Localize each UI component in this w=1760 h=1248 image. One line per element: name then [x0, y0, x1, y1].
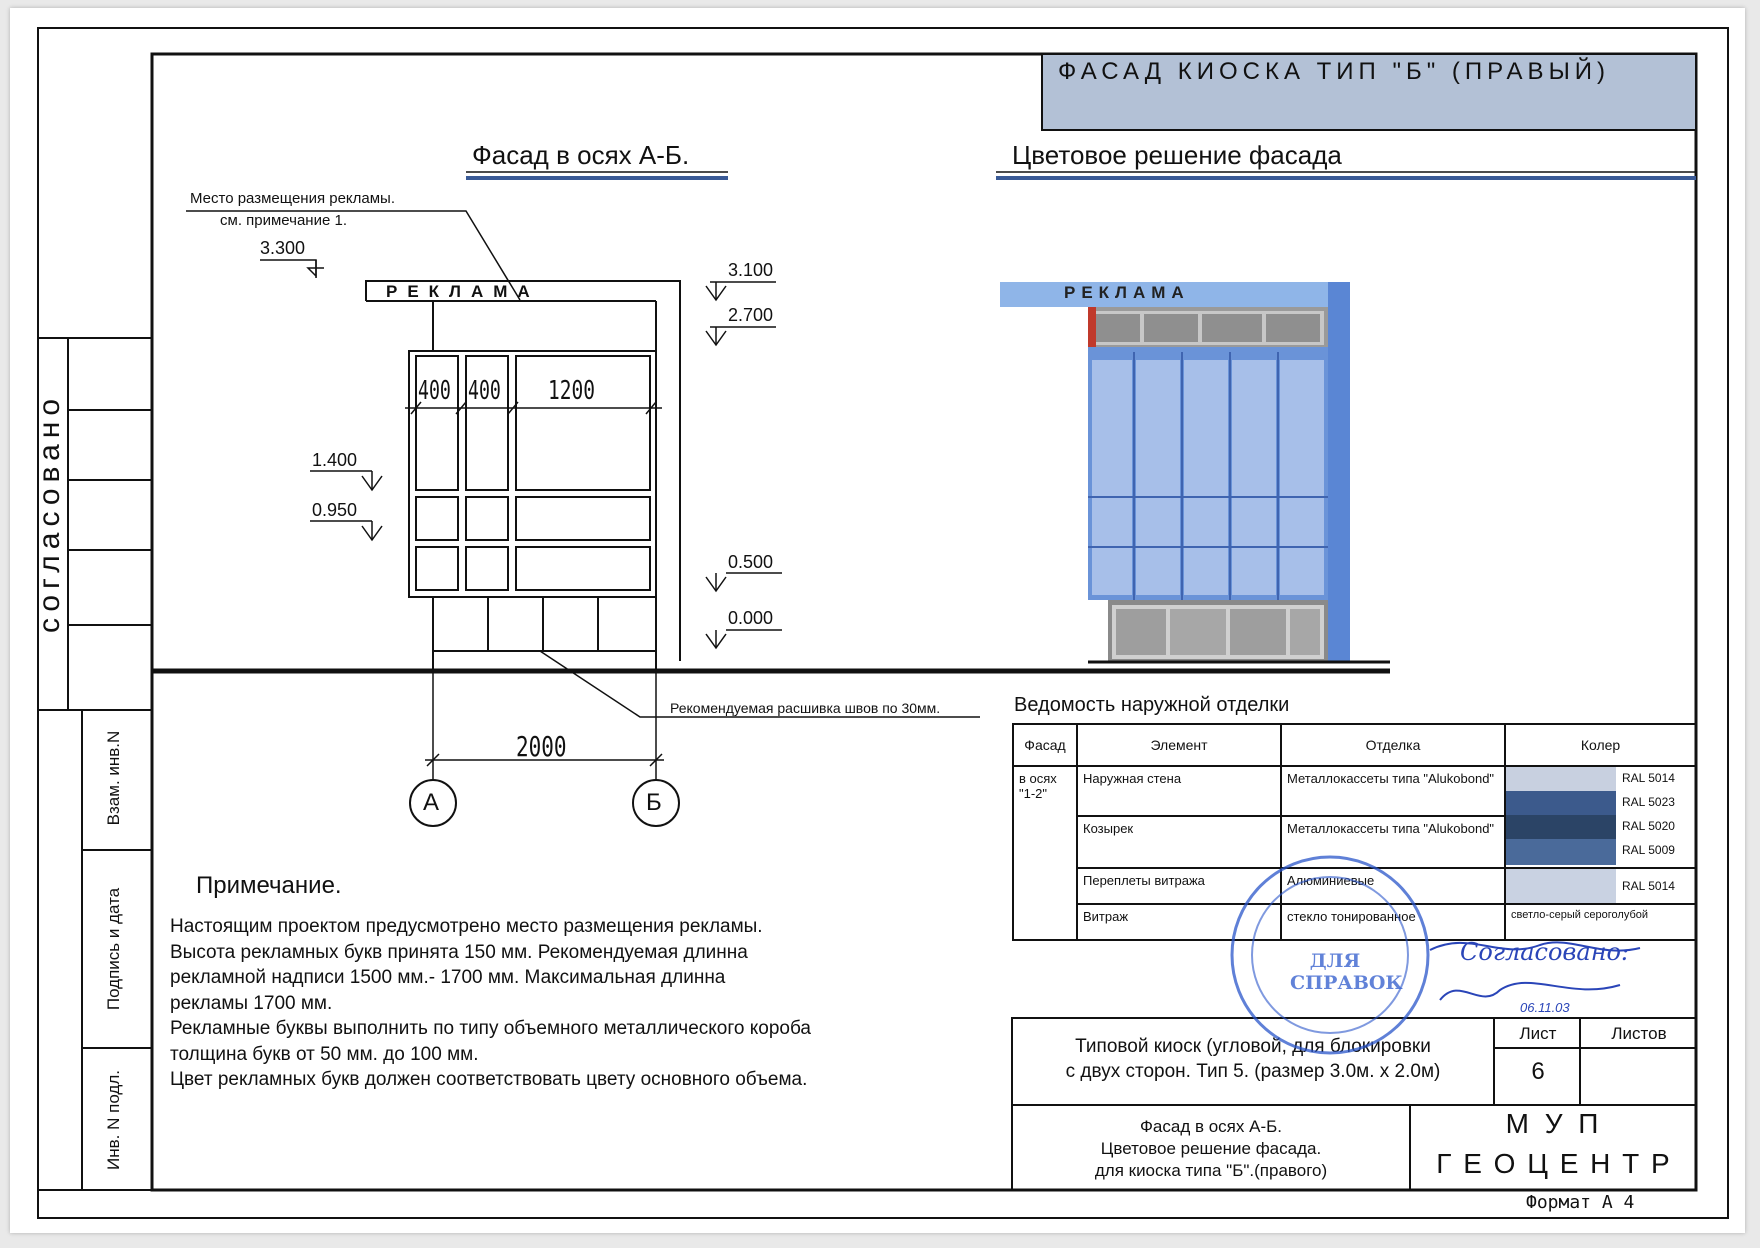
table-row: стекло тонированное: [1281, 904, 1505, 940]
table-row: Наружная стена: [1077, 766, 1281, 816]
stamp-label-replacement: Взам. инв.N: [104, 730, 123, 826]
col-element: Элемент: [1077, 724, 1281, 766]
note-line: рекламной надписи 1500 мм.- 1700 мм. Максимальная длинна: [170, 967, 726, 988]
table-row: Витраж: [1077, 904, 1281, 940]
project-name: [1014, 1034, 1492, 1084]
sheet-label: Лист: [1519, 1024, 1557, 1043]
note-line: Рекламные буквы выполнить по типу объемного металлического короба: [170, 1018, 811, 1039]
dim-1200: 1200: [548, 376, 595, 406]
color-facade-title: Цветовое решение фасада: [1012, 140, 1342, 170]
org-name-1: М У П: [1505, 1108, 1603, 1139]
ral-0: RAL 5014: [1622, 771, 1675, 785]
note-line: рекламы 1700 мм.: [170, 992, 333, 1014]
joint-note: Рекомендуемая расшивка швов по 30мм.: [670, 700, 941, 716]
table-row: Козырек: [1077, 816, 1281, 868]
swatch-3: [1506, 839, 1616, 865]
ral-1: RAL 5023: [1622, 795, 1675, 809]
level-0500: 0.500: [728, 552, 774, 572]
ral-3: RAL 5009: [1622, 843, 1675, 857]
glass-color: светло-серый сероголубой: [1505, 904, 1696, 940]
signature-date: 06.11.03: [1520, 1000, 1570, 1015]
ral-4: RAL 5014: [1622, 879, 1675, 893]
swatch-cell-frame: [1505, 868, 1696, 904]
swatch-2: [1506, 815, 1616, 839]
sheets-label: Листов: [1611, 1024, 1667, 1043]
level-0950: 0.950: [312, 500, 358, 520]
stamp-center: ДЛЯ СПРАВОК: [1290, 950, 1403, 994]
note-line: Цвет рекламных букв должен соответствовать цвету основного объема.: [170, 1069, 808, 1090]
table-row: Алюминиевые: [1281, 868, 1505, 904]
table-row: Металлокассеты типа "Alukobond": [1281, 816, 1505, 868]
note-line: толщина букв от 50 мм. до 100 мм.: [170, 1043, 479, 1065]
finish-table-title: Ведомость наружной отделки: [1014, 694, 1290, 716]
stamp-label-signature: Подпись и дата: [104, 887, 123, 1011]
level-3300: 3.300: [260, 238, 306, 258]
ad-callout-line1: Место размещения рекламы.: [190, 190, 396, 207]
desc-line2: Цветовое решение фасада.: [1100, 1139, 1322, 1158]
notes-body: [170, 914, 811, 1093]
project-line2: с двух сторон. Тип 5. (размер 3.0м. х 2.0м): [1065, 1061, 1441, 1082]
swatch-0: [1506, 767, 1616, 791]
org-name-2: Г Е О Ц Е Н Т Р: [1436, 1148, 1672, 1179]
desc-line1: Фасад в осях А-Б.: [1140, 1117, 1282, 1136]
note-line: Настоящим проектом предусмотрено место размещения рекламы.: [170, 916, 763, 937]
sheet-number: 6: [1531, 1058, 1545, 1085]
ad-text: РЕКЛАМА: [386, 282, 540, 301]
notes-heading: Примечание.: [196, 872, 342, 899]
swatch-1: [1506, 791, 1616, 815]
facade-title: Фасад в осях А-Б.: [472, 140, 690, 170]
axis-b-label: Б: [646, 789, 662, 816]
project-line1: Типовой киоск (угловой, для блокировки: [1075, 1036, 1431, 1057]
facade-cell: в осях "1-2": [1013, 766, 1077, 940]
level-0000: 0.000: [728, 608, 774, 628]
level-1400: 1.400: [312, 450, 358, 470]
dim-2000: 2000: [516, 730, 567, 763]
stamp-label-inventory: Инв. N подл.: [104, 1070, 123, 1170]
col-finish: Отделка: [1281, 724, 1505, 766]
color-ad-text: РЕКЛАМА: [1064, 283, 1190, 302]
signature-text: Согласовано:: [1460, 938, 1630, 966]
sheet-title: ФАСАД КИОСКА ТИП "Б" (ПРАВЫЙ): [1058, 58, 1611, 85]
col-color: Колер: [1505, 724, 1696, 766]
dim-400-b: 400: [468, 376, 501, 406]
level-2700: 2.700: [728, 305, 774, 325]
level-3100: 3.100: [728, 260, 774, 280]
swatch-4: [1506, 869, 1616, 903]
ral-2: RAL 5020: [1622, 819, 1675, 833]
table-row: Переплеты витража: [1077, 868, 1281, 904]
swatch-cell: [1505, 766, 1696, 868]
desc-line3: для киоска типа "Б".(правого): [1094, 1161, 1328, 1180]
axis-a-label: А: [423, 789, 440, 816]
note-line: Высота рекламных букв принята 150 мм. Рекомендуемая длинна: [170, 941, 748, 963]
ad-callout-line2: см. примечание 1.: [220, 212, 347, 229]
col-facade: Фасад: [1013, 724, 1077, 766]
finish-table: [1012, 723, 1697, 941]
sheet-description: [1014, 1116, 1408, 1182]
approved-label: согласовано: [33, 392, 66, 633]
table-row: Металлокассеты типа "Alukobond": [1281, 766, 1505, 816]
format-label: Формат А 4: [1526, 1192, 1635, 1213]
dim-400-a: 400: [418, 376, 451, 406]
